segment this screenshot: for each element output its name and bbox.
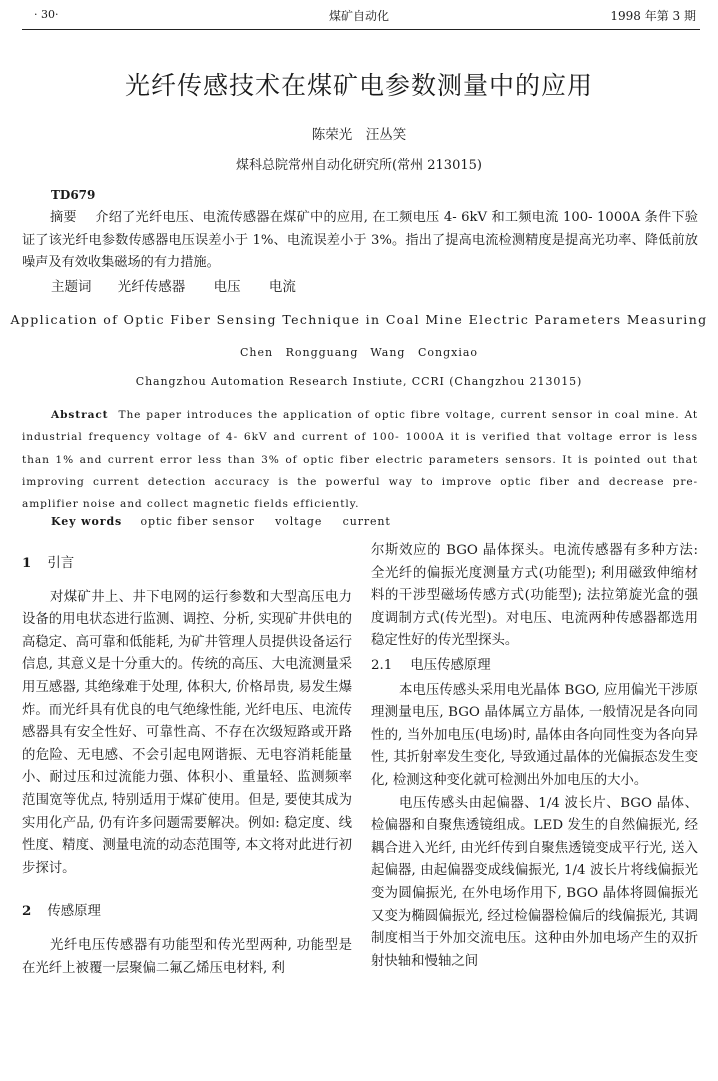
section-2-heading [22,900,352,924]
english-keyword-1: optic fiber sensor [140,515,255,528]
keywords-cn [51,275,296,295]
affiliation: 煤科总院常州自动化研究所(常州 213015) [236,158,482,173]
paper-title: 光纤传感技术在煤矿电参数测量中的应用 [124,71,593,100]
journal-name: 煤矿自动化 [328,9,389,23]
section-2-1-paragraph-2: 电压传感头由起偏器、1/4 波长片、BGO 晶体、检偏器和自聚焦透镜组成。LED 发生的自然偏振光, 经耦合进入光纤, 由光纤传到自聚焦透镜变成平行光, 送入起偏器, 由起偏器变成线偏振光, 1/4 波长片将线偏振光变为圆偏振光, 在外电场作用下, BGO 晶体将圆偏振光又变为椭圆偏振光, 经过检偏器检偏后的线偏振光, 其调制度相当于外加交流电压。这种由外加电场产生的双折射快轴和慢轴之间 [371,795,698,969]
section-2-paragraph: 光纤电压传感器有功能型和传光型两种, 功能型是在光纤上被覆一层聚偏二氟乙烯压电材料, 利 [22,937,352,976]
left-column [22,540,352,980]
english-keyword-3: current [342,515,391,528]
section-2-1-heading [371,655,698,678]
keyword-cn-2: 电压 [213,279,241,295]
section-1-title: 引言 [47,556,75,571]
header-rule [22,29,700,30]
english-abstract-label: Abstract [51,409,109,421]
english-authors: Chen Rongguang Wang Congxiao [239,346,479,359]
section-1-paragraph: 对煤矿井上、井下电网的运行参数和大型高压电力设备的用电状态进行监测、调控、分析, 实现矿井供电的高稳定、高可靠和低能耗, 为矿井管理人员提供设备运行信息, 其意义是十分重大的。传统的高压、大电流测量采用互感器, 其绝缘难于处理, 体积大, 价格昂贵, 易发生爆炸。而光纤具有优良的电气绝缘性能, 光纤电压、电流传感器具有安全性好、可靠性高、不存在次级短路或开路的危险、无电感、不会引起电网谐振、无电容消耗能量小、耐过压和过流能力强、体积小、重量轻、监测频率范围宽等优点, 特别适用于煤矿使用。但是, 要使其成为实用化产品, 仍有许多问题需要解决。例如: 稳定度、线性度、精度、测量电流的动态范围等, 本文将对此进行初步探讨。 [22,589,352,876]
section-2-title: 传感原理 [47,904,101,920]
abstract-cn-label: 摘要 [50,210,77,225]
right-column [371,540,698,973]
english-abstract-text: The paper introduces the application of optic fibre voltage, current sensor in coal mine. At industrial frequency voltage of 4- 6kV and current of 100- 1000A it is verified that voltage error is less than 1% and current error less than 3% of optic fiber electric parameters sensors. It is pointed out that improving current detection accuracy is the powerful way to improve optic fiber and decrease pre-amplifier noise and collect magnetic fields efficiently. [22,409,698,511]
abstract-cn [22,207,698,275]
keyword-cn-1: 光纤传感器 [117,279,186,295]
keyword-cn-3: 电流 [268,279,296,295]
english-title: Application of Optic Fiber Sensing Technique in Coal Mine Electric Parameters Measuring [10,312,708,327]
page-number: · 30· [34,8,59,21]
section-2-number: 2 [22,903,32,920]
section-1-heading [22,552,352,576]
authors: 陈荣光 汪丛笑 [311,127,407,143]
english-keywords-label: Key words [51,515,123,528]
issue-info: 1998 年第 3 期 [610,9,696,23]
section-2-1-title: 电压传感原理 [410,657,491,673]
classification-code: TD679 [51,188,96,202]
english-keywords [51,515,407,528]
section-1-number: 1 [22,555,32,571]
english-affiliation: Changzhou Automation Research Instiute, CCRI (Changzhou 213015) [135,375,583,388]
section-2-1-paragraph-1: 本电压传感头采用电光晶体 BGO, 应用偏光干涉原理测量电压, BGO 晶体属立方晶体, 一般情况是各向同性的, 当外加电压(电场)时, 晶体由各向同性变为各向异性, 其折射率发生变化, 导致通过晶体的光偏振态发生变化, 检测这种变化就可检测出外加电压的大小。 [371,682,698,788]
abstract-cn-text: 介绍了光纤电压、电流传感器在煤矿中的应用, 在工频电压 4- 6kV 和工频电流 100- 1000A 条件下验证了该光纤电参数传感器电压误差小于 1%、电流误差小于 3%。指出了提高电流检测精度是提高光功率、降低前放噪声及有效收集磁场的有力措施。 [22,210,698,270]
section-2-paragraph-continued: 尔斯效应的 BGO 晶体探头。电流传感器有多种方法: 全光纤的偏振光度测量方式(功能型); 利用磁致伸缩材料的干涉型磁场传感方式(功能型); 法拉第旋光盒的强度调制方式(传光型)。对电压、电流两种传感器都选用稳定性好的传光型探头。 [371,543,698,649]
section-2-1-number: 2.1 [371,657,393,673]
english-abstract [22,404,698,515]
english-keyword-2: voltage [275,515,323,528]
keywords-cn-label: 主题词 [51,279,92,295]
